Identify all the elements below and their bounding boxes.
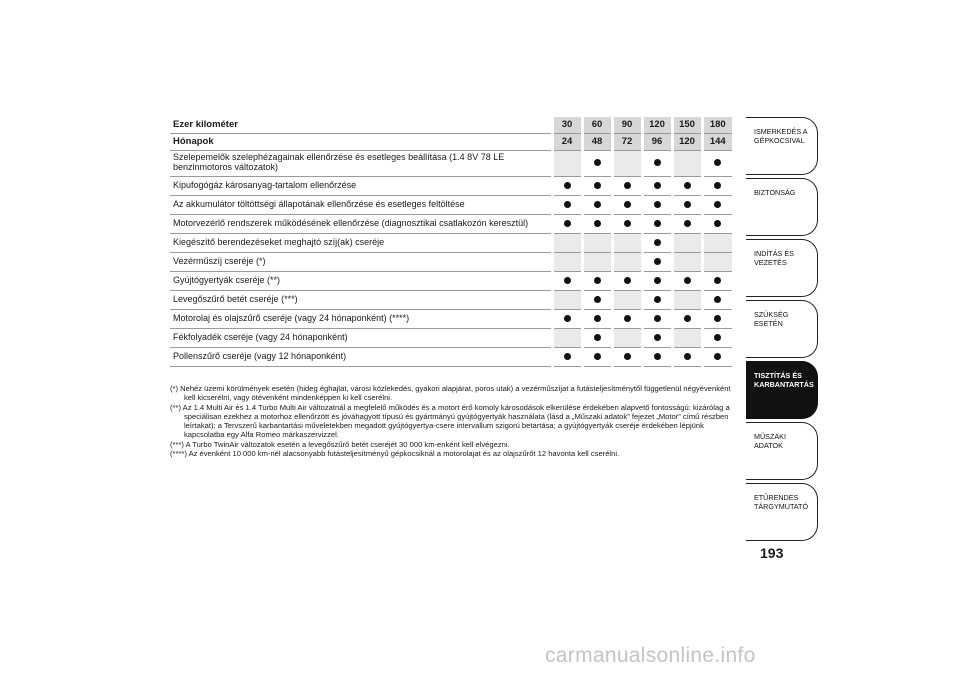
schedule-cell <box>702 233 732 252</box>
schedule-row <box>170 214 732 233</box>
service-dot-icon <box>594 201 601 208</box>
schedule-row-label: Fékfolyadék cseréje (vagy 24 hónaponként) <box>173 331 348 342</box>
schedule-cell <box>642 328 672 347</box>
service-dot-icon <box>714 296 721 303</box>
schedule-cell <box>612 150 642 176</box>
schedule-cell <box>612 328 642 347</box>
schedule-row <box>170 271 732 290</box>
service-dot-icon <box>654 239 661 246</box>
schedule-row <box>170 195 732 214</box>
schedule-cell <box>672 252 702 271</box>
chapter-tab[interactable] <box>746 117 818 175</box>
schedule-row-label: Kiegészítő berendezéseket meghajtó szíj(ak) cseréje <box>173 236 385 247</box>
schedule-cell <box>552 347 582 366</box>
schedule-cell <box>642 233 672 252</box>
service-dot-icon <box>624 182 631 189</box>
service-dot-icon <box>714 159 721 166</box>
schedule-cell <box>702 271 732 290</box>
service-dot-icon <box>714 353 721 360</box>
months-header-0: 24 <box>552 133 582 150</box>
schedule-cell <box>552 309 582 328</box>
schedule-cell <box>612 252 642 271</box>
chapter-tab-label: SZÜKSÉG ESETÉN <box>754 310 789 328</box>
schedule-row-label: Motorolaj és olajszűrő cseréje (vagy 24 hónaponként) (****) <box>173 312 410 323</box>
schedule-cell <box>642 252 672 271</box>
schedule-cell <box>582 150 612 176</box>
schedule-cell <box>612 233 642 252</box>
service-dot-icon <box>654 182 661 189</box>
months-header-5: 144 <box>702 133 732 150</box>
service-dot-icon <box>654 334 661 341</box>
schedule-cell <box>552 150 582 176</box>
service-dot-icon <box>684 277 691 284</box>
schedule-cell <box>552 290 582 309</box>
schedule-row <box>170 309 732 328</box>
service-dot-icon <box>624 201 631 208</box>
watermark: carmanualsonline.info <box>545 644 756 667</box>
service-dot-icon <box>594 182 601 189</box>
service-dot-icon <box>654 201 661 208</box>
chapter-tab-label: KARBANTARTÁS <box>754 379 814 389</box>
header-km-label: Ezer kilométer <box>173 118 238 130</box>
schedule-cell <box>642 271 672 290</box>
schedule-cell <box>552 271 582 290</box>
service-dot-icon <box>654 258 661 265</box>
chapter-tab[interactable] <box>746 300 818 358</box>
service-dot-icon <box>714 220 721 227</box>
service-dot-icon <box>684 201 691 208</box>
service-dot-icon <box>654 353 661 360</box>
schedule-body <box>170 150 732 366</box>
schedule-cell <box>612 176 642 195</box>
footnote: (***) A Turbo TwinAir változatok esetén a levegőszűrő betét cseréjét 30 000 km-enként kell elvégezni. <box>170 439 510 449</box>
chapter-tab-label: MŰSZAKI ADATOK <box>754 432 786 450</box>
service-dot-icon <box>714 201 721 208</box>
service-dot-icon <box>714 315 721 322</box>
service-dot-icon <box>594 353 601 360</box>
chapter-tab-label: INDÍTÁS ÉS VEZETÉS <box>754 249 794 267</box>
schedule-cell <box>582 195 612 214</box>
schedule-cell <box>642 347 672 366</box>
schedule-cell <box>552 176 582 195</box>
schedule-cell <box>642 150 672 176</box>
service-dot-icon <box>564 315 571 322</box>
schedule-row <box>170 233 732 252</box>
schedule-row <box>170 290 732 309</box>
schedule-cell <box>672 347 702 366</box>
service-dot-icon <box>684 315 691 322</box>
schedule-cell <box>672 328 702 347</box>
service-dot-icon <box>714 277 721 284</box>
schedule-row <box>170 176 732 195</box>
km-header-0: 30 <box>552 117 582 133</box>
header-row-months <box>170 133 732 150</box>
service-dot-icon <box>654 315 661 322</box>
service-dot-icon <box>594 334 601 341</box>
schedule-cell <box>552 233 582 252</box>
schedule-cell <box>552 328 582 347</box>
schedule-cell <box>642 290 672 309</box>
schedule-row <box>170 252 732 271</box>
schedule-cell <box>612 347 642 366</box>
chapter-tab-label: ISMERKEDÉS A <box>754 127 808 136</box>
service-dot-icon <box>624 220 631 227</box>
schedule-cell <box>702 347 732 366</box>
km-header-3: 120 <box>642 117 672 133</box>
service-dot-icon <box>594 315 601 322</box>
schedule-cell <box>672 214 702 233</box>
chapter-tab-label: TISZTÍTÁS ÉS <box>754 371 802 380</box>
header-row-km <box>170 117 732 133</box>
chapter-tab-label: TÁRGYMUTATÓ <box>754 501 809 511</box>
schedule-cell <box>612 309 642 328</box>
footnotes <box>170 384 732 458</box>
schedule-cell <box>702 252 732 271</box>
schedule-cell <box>702 150 732 176</box>
service-dot-icon <box>594 277 601 284</box>
chapter-tabs <box>746 117 818 544</box>
chapter-tab[interactable] <box>746 178 818 236</box>
schedule-cell <box>552 214 582 233</box>
service-dot-icon <box>654 220 661 227</box>
service-dot-icon <box>654 159 661 166</box>
schedule-cell <box>582 328 612 347</box>
schedule-cell <box>552 252 582 271</box>
maintenance-schedule-table <box>170 117 732 367</box>
schedule-cell <box>702 309 732 328</box>
months-header-3: 96 <box>642 133 672 150</box>
service-dot-icon <box>624 353 631 360</box>
schedule-cell <box>582 233 612 252</box>
schedule-cell <box>612 271 642 290</box>
schedule-cell <box>612 214 642 233</box>
service-dot-icon <box>684 353 691 360</box>
schedule-cell <box>582 347 612 366</box>
footnote: (*) Nehéz üzemi körülmények esetén (hideg éghajlat, városi közlekedés, gyakori alapjárat, poros utak) a vezérműszíjat a futásteljesítménytől függetlenül négyévenként kell kicserélni, vagy ötévenként mindenképpen ki kell cserélni. <box>170 384 731 403</box>
schedule-cell <box>642 195 672 214</box>
schedule-cell <box>672 309 702 328</box>
months-header-4: 120 <box>672 133 702 150</box>
schedule-cell <box>642 214 672 233</box>
schedule-row-label: Kipufogógáz károsanyag-tartalom ellenőrzése <box>173 179 357 190</box>
schedule-cell <box>612 195 642 214</box>
service-dot-icon <box>714 334 721 341</box>
schedule-row-label: Szelepemelők szelephézagainak ellenőrzése és esetleges beállítása (1.4 8V 78 LE benzinmotoros változatok) <box>173 152 505 172</box>
schedule-cell <box>582 290 612 309</box>
footnote: (**) Az 1.4 Multi Air és 1.4 Turbo Multi Air változatnál a megfelelő működés és a motort érő komoly károsodások elkerülése érdekében alapvető fontosságú: kizárólag a speciálisan ezekhez a motorhoz ellenőrzött és jóváhagyott típusú és gyártmányú gyújtógyertyák használata (lásd a „Műszaki adatok” fejezet „Motor” című részben leírtakat); a Tervszerű karbantartási műveletekben megadott gyújtógyertya-csere intervallum szigorú betartása; a gyújtógyertyák cseréje érdekében lépjünk kapcsolatba egy Alfa Romeo márkaszervizzel. <box>170 402 730 440</box>
schedule-row <box>170 328 732 347</box>
schedule-cell <box>582 252 612 271</box>
chapter-tab[interactable] <box>746 483 818 541</box>
schedule-cell <box>582 214 612 233</box>
schedule-row-label: Levegőszűrő betét cseréje (***) <box>173 293 298 304</box>
schedule-cell <box>702 290 732 309</box>
schedule-row-label: Pollenszűrő cseréje (vagy 12 hónaponként) <box>173 350 347 361</box>
km-header-1: 60 <box>582 117 612 133</box>
months-header-1: 48 <box>582 133 612 150</box>
service-dot-icon <box>624 315 631 322</box>
months-header-2: 72 <box>612 133 642 150</box>
chapter-tab-label: BIZTONSÁG <box>754 188 796 197</box>
schedule-cell <box>582 176 612 195</box>
schedule-cell <box>582 309 612 328</box>
schedule-cell <box>582 271 612 290</box>
chapter-tab[interactable] <box>746 422 818 480</box>
schedule-cell <box>672 271 702 290</box>
schedule-cell <box>672 176 702 195</box>
header-months-label: Hónapok <box>173 135 214 147</box>
chapter-tab[interactable] <box>746 361 818 419</box>
schedule-cell <box>672 290 702 309</box>
chapter-tab[interactable] <box>746 239 818 297</box>
km-header-4: 150 <box>672 117 702 133</box>
page-number: 193 <box>760 545 784 561</box>
schedule-row <box>170 347 732 366</box>
schedule-cell <box>672 150 702 176</box>
service-dot-icon <box>564 220 571 227</box>
footnote: (****) Az évenként 10 000 km-nél alacsonyabb futásteljesítményű gépkocsiknál a motorolajat és az olajszűrőt 12 havonta kell cserélni. <box>170 449 620 459</box>
service-dot-icon <box>564 277 571 284</box>
service-dot-icon <box>594 220 601 227</box>
schedule-cell <box>702 328 732 347</box>
service-dot-icon <box>654 296 661 303</box>
schedule-cell <box>672 233 702 252</box>
schedule-row-label: Vezérműszíj cseréje (*) <box>173 255 266 266</box>
service-dot-icon <box>564 182 571 189</box>
chapter-tab-label: GÉPKOCSIVAL <box>754 135 805 145</box>
service-dot-icon <box>654 277 661 284</box>
service-dot-icon <box>684 220 691 227</box>
schedule-cell <box>642 309 672 328</box>
schedule-cell <box>702 214 732 233</box>
schedule-row-label: Gyújtógyertyák cseréje (**) <box>173 274 281 285</box>
schedule-cell <box>552 195 582 214</box>
schedule-cell <box>672 195 702 214</box>
schedule-cell <box>642 176 672 195</box>
service-dot-icon <box>684 182 691 189</box>
schedule-cell <box>702 176 732 195</box>
service-dot-icon <box>714 182 721 189</box>
km-header-2: 90 <box>612 117 642 133</box>
schedule-cell <box>702 195 732 214</box>
service-dot-icon <box>594 296 601 303</box>
schedule-row-label: Motorvezérlő rendszerek működésének ellenőrzése (diagnosztikai csatlakozón keresztül) <box>173 217 529 228</box>
schedule-cell <box>612 290 642 309</box>
km-header-5: 180 <box>702 117 732 133</box>
service-dot-icon <box>594 159 601 166</box>
chapter-tab-label: ETŰRENDES <box>754 493 799 502</box>
schedule-row <box>170 150 732 176</box>
schedule-row-label: Az akkumulátor töltöttségi állapotának ellenőrzése és esetleges feltöltése <box>173 198 465 209</box>
service-dot-icon <box>564 353 571 360</box>
service-dot-icon <box>624 277 631 284</box>
service-dot-icon <box>564 201 571 208</box>
